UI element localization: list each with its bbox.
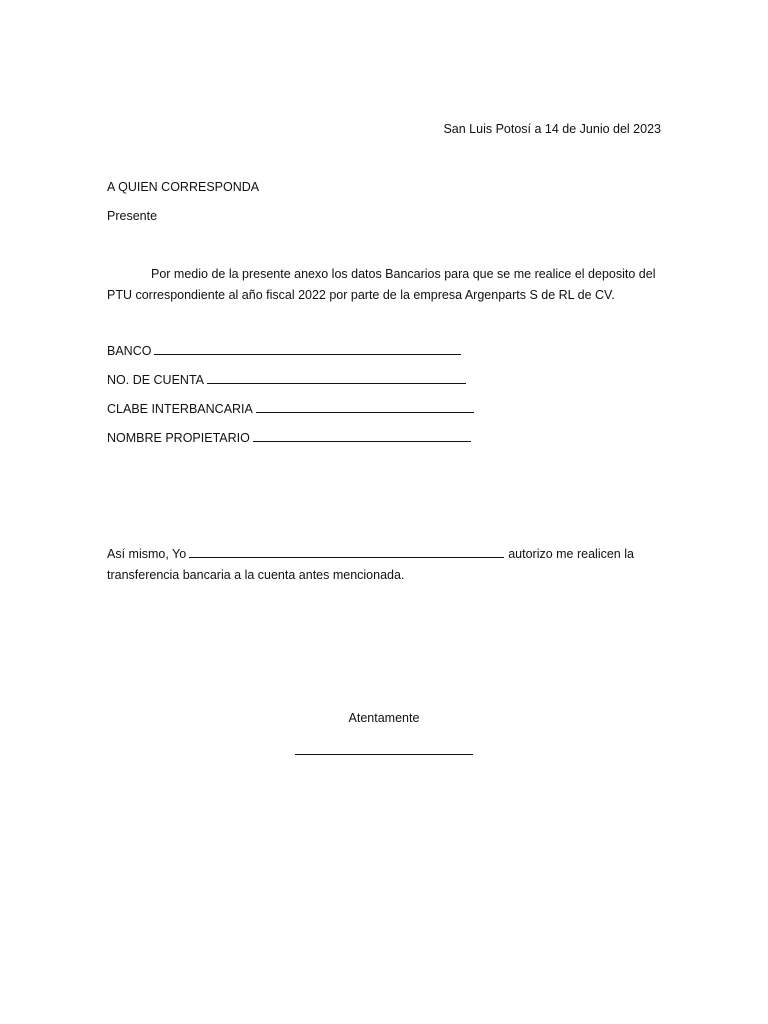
field-banco	[107, 343, 461, 359]
authorization-suffix: autorizo me realicen la	[508, 547, 634, 561]
greeting: Presente	[107, 209, 158, 223]
closing-text: Atentamente	[348, 711, 420, 725]
field-banco-blank-line	[154, 343, 461, 355]
intro-paragraph-line-1: Por medio de la presente anexo los datos Bancarios para que se me realice el deposito del	[151, 267, 656, 281]
field-cuenta-blank-line	[207, 372, 466, 384]
field-clabe	[107, 401, 474, 417]
authorization-name-blank-line	[189, 546, 504, 558]
field-banco-label: BANCO	[107, 344, 152, 358]
field-nombre-label: NOMBRE PROPIETARIO	[107, 431, 250, 445]
signature-line	[295, 754, 473, 755]
field-nombre-blank-line	[253, 430, 471, 442]
recipient-heading: A QUIEN CORRESPONDA	[107, 180, 260, 194]
date-line: San Luis Potosí a 14 de Junio del 2023	[443, 122, 661, 136]
authorization-line-2: transferencia bancaria a la cuenta antes mencionada.	[107, 568, 405, 582]
field-cuenta	[107, 372, 466, 388]
field-clabe-label: CLABE INTERBANCARIA	[107, 402, 253, 416]
authorization-line-1	[107, 546, 635, 562]
authorization-prefix: Así mismo, Yo	[107, 547, 187, 561]
field-cuenta-label: NO. DE CUENTA	[107, 373, 204, 387]
field-clabe-blank-line	[256, 401, 474, 413]
field-nombre	[107, 430, 471, 446]
intro-paragraph-line-2: PTU correspondiente al año fiscal 2022 por parte de la empresa Argenparts S de RL de CV.	[107, 288, 615, 302]
